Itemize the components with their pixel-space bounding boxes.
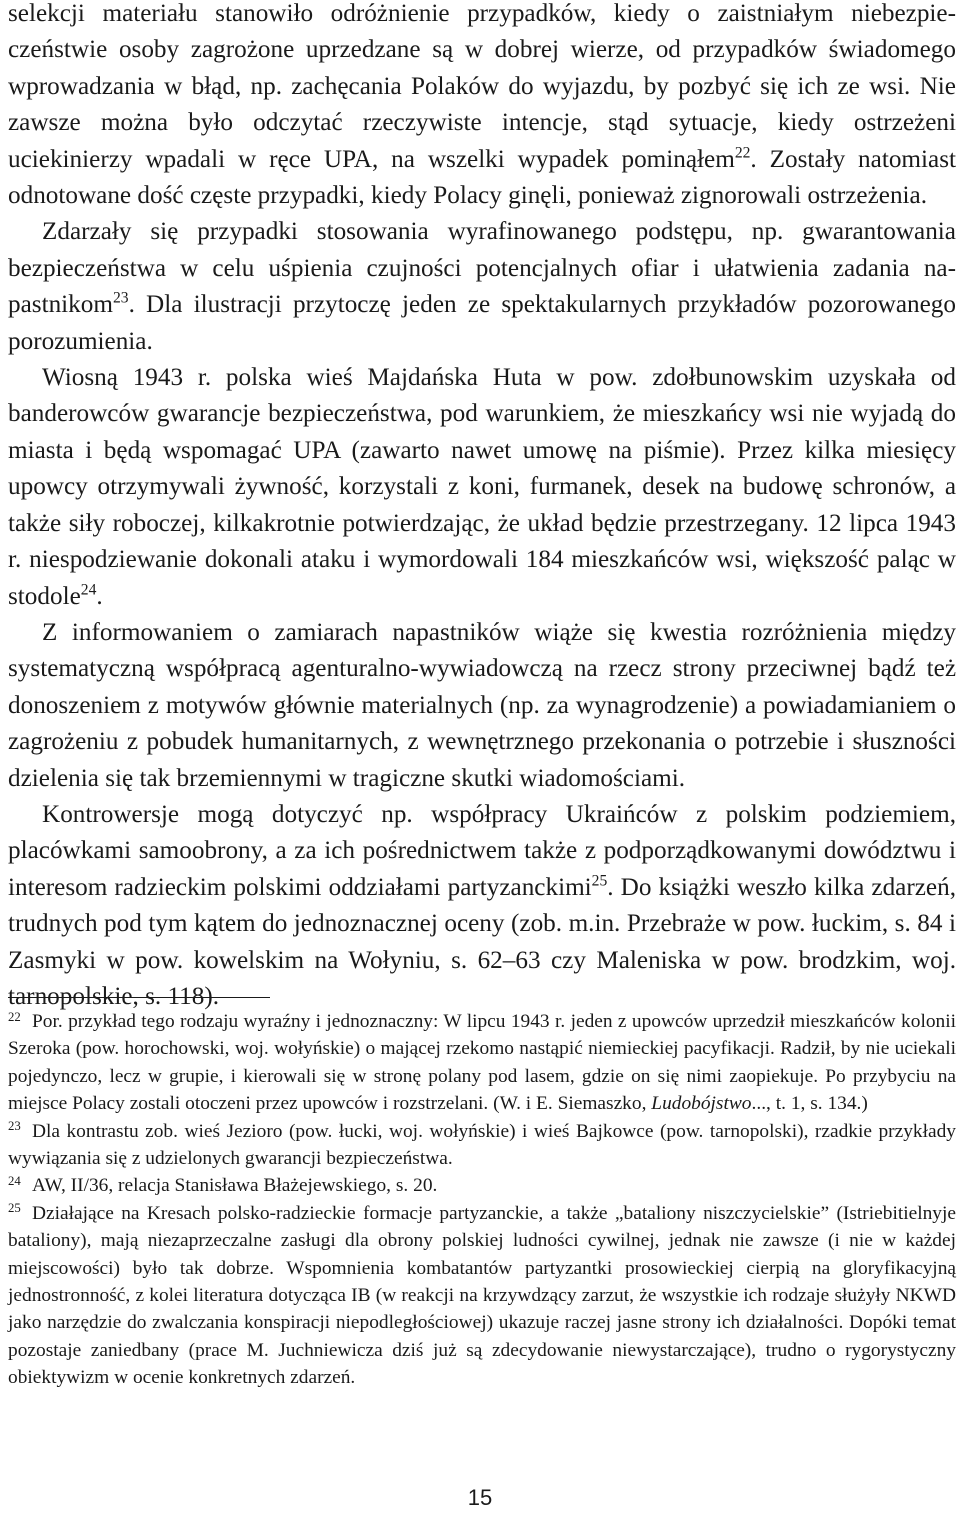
main-text [8, 0, 956, 1015]
paragraph-1-text-b: . Zostały natomiast odnotowane dość częste przypadki, kiedy Polacy ginęli, ponieważ zignorowali ostrzeżenia. [8, 145, 956, 210]
paragraph-4 [8, 615, 956, 797]
footnote-ref-25[interactable]: 25 [591, 872, 608, 890]
paragraph-3-text-a: Wiosną 1943 r. polska wieś Majdańska Huta w pow. zdołbunowskim uzyskała od banderowców gwarancje bezpieczeństwa, pod warunkiem, że mieszkańcy wsi nie wyjadą do miasta i będą wspomagać UPA (zawarto nawet umowę na piśmie). Przez kilka miesięcy upowcy otrzymywali żywność, korzystali z koni, furmanek, desek na budowę schronów, a także siły roboczej, kilkakrotnie potwierdzając, że układ będzie przestrzegany. 12 lipca 1943 r. niespodziewanie dokonali ataku i wymordowali 184 mieszkańców wsi, większość paląc w stodole [8, 364, 956, 610]
footnote-22: 22 Por. przykład tego rodzaju wyraźny i jednoznaczny: W lipcu 1943 r. jeden z upowców uprzedził mieszkańców kolonii Szeroka (pow. horochowski, woj. wołyńskie) o mającej rzekomo nastąpić niemieckiej pacyfikacji. Radził, by nie uciekali pojedynczo, lecz w grupie, i kierowali się w stronę polany pod lasem, gdzie on się nimi zaopiekuje. Po przybyciu na miejsce Polacy zostali otoczeni przez upowców i rozstrzelani. (W. i E. Siemaszko, Ludobójstwo..., t. 1, s. 134.) [8, 1009, 956, 1115]
footnote-24: 24 AW, II/36, relacja Stanisława Błażejewskiego, s. 20. [8, 1174, 438, 1197]
paragraph-5-text-a: Kontrowersje mogą dotyczyć np. współpracy Ukraińców z polskim podziemiem, placówkami samoobrony, a za ich pośrednictwem także z podporządkowanymi dowództwu i interesom radzieckim polskimi oddziałami partyzanckimi [8, 800, 956, 901]
footnote-separator [8, 997, 270, 998]
footnote-ref-22[interactable]: 22 [734, 143, 751, 161]
paragraph-2-text-b: . Dla ilustracji przytoczę jeden ze spektakularnych przykładów pozorowanego porozumienia. [8, 291, 956, 355]
footnote-ref-24[interactable]: 24 [80, 580, 97, 598]
footnote-book-title: Ludobójstwo [651, 1093, 752, 1115]
footnote-text: Por. przykład tego rodzaju wyraźny i jednoznaczny: W lipcu 1943 r. jeden z upowców uprzedził mieszkańców kolonii Szeroka (pow. horochowski, woj. wołyńskie) o mającej rzekomo nastąpić niemieckiej pacyfikacji. Radził, by nie uciekali pojedynczo, lecz w grupie, i kierowali się w stronę polany pod lasem, gdzie on się nimi zaopiekuje. Po przybyciu na miejsce Polacy zostali otoczeni przez upowców i rozstrzelani. (W. i E. Siemaszko, [8, 1011, 956, 1115]
footnote-text: Działające na Kresach polsko-radzieckie formacje partyzanckie, a także „bataliony niszczycielskie” (Istriebitielnyje bataliony), mają niezaprzeczalne zasługi dla obrony polskiej ludności cywilnej, jednak nie zawsze (i nie w każdej miejscowości) było tak dobrze. Wspomnienia kombatantów partyzantki prosowieckiej cierpią na gloryfikacyjną jednostronność, z kolei literatura dotycząca IB (w reakcji na krzywdzący zarzut, że wszystkie ich rodzaje służyły NKWD jako narzędzie do zwalczania konspiracji niepodległościowej) ukazuje raczej jasne strony ich działalności. Dopóki temat pozostaje zaniedbany (prace M. Juchniewicza dziś już są zdecydowanie niewystarczające), trudno o rygorystyczny obiektywizm w ocenie konkretnych zdarzeń. [8, 1202, 956, 1389]
footnote-text: Dla kontrastu zob. wieś Jezioro (pow. łucki, woj. wołyńskie) i wieś Bajkowce (pow. tarnopolski), rzadkie przykłady wywiązania się z udzielonych gwarancji bezpieczeństwa. [8, 1120, 956, 1170]
footnote-text-end: ..., t. 1, s. 134.) [751, 1093, 868, 1115]
paragraph-1 [8, 0, 956, 214]
paragraph-4-text-a: Z informowaniem o zamiarach napastników wiąże się kwestia rozróżnienia między systematyczną współpracą agenturalno-wywiadowczą na rzecz strony przeciwnej bądź też donoszeniem z motywów głównie materialnych (np. za wynagrodzenie) a powiadamianiem o zagrożeniu z pobudek humanitarnych, z wewnętrznego przekonania o potrzebie i słuszności dzielenia się tak brzemiennymi w tragiczne skutki wiadomościami. [8, 618, 956, 792]
footnote-ref-23[interactable]: 23 [112, 289, 129, 307]
paragraph-5-text-b: . Do książki weszło kilka zdarzeń, trudnych pod tym kątem do jednoznacznej oceny (zob. m.in. Przebraże w pow. łuckim, s. 84 i Zasmyki w pow. kowelskim na Wołyniu, s. 62–63 czy Maleniska w pow. brodzkim, woj. tarnopolskie, s. 118). [8, 873, 956, 1010]
footnote-25: 25 Działające na Kresach polsko-radzieckie formacje partyzanckie, a także „bataliony niszczycielskie” (Istriebitielnyje bataliony), mają niezaprzeczalne zasługi dla obrony polskiej ludności cywilnej, jednak nie zawsze (i nie w każdej miejscowości) było tak dobrze. Wspomnienia kombatantów partyzantki prosowieckiej cierpią na gloryfikacyjną jednostronność, z kolei literatura dotycząca IB (w reakcji na krzywdzący zarzut, że wszystkie ich rodzaje służyły NKWD jako narzędzie do zwalczania konspiracji niepodległościowej) ukazuje raczej jasne strony ich działalności. Dopóki temat pozostaje zaniedbany (prace M. Juchniewicza dziś już są zdecydowanie niewystarczające), trudno o rygorystyczny obiektywizm w ocenie konkretnych zdarzeń. [8, 1201, 956, 1389]
footnote-text: AW, II/36, relacja Stanisława Błażejewskiego, s. 20. [32, 1175, 438, 1197]
paragraph-2-text-a: Zdarzały się przypadki stosowania wyrafinowanego podstępu, np. gwarantowania bezpieczeństwa w celu uśpienia czujności potencjalnych ofiar i ułatwienia zadania napastnikom [8, 218, 956, 319]
paragraph-1-text-a: selekcji materiału stanowiło odróżnienie przypadków, kiedy o zaistniałym niebezpieczeństwie osoby zagrożone uprzedzane są w dobrej wierze, od przypadków świadomego wprowadzania w błąd, np. zachęcania Polaków do wyjazdu, by pozbyć się ich ze wsi. Nie zawsze można było odczytać rzeczywiste intencje, stąd sytuacje, kiedy ostrzeżeni uciekinierzy wpadali w ręce UPA, na wszelki wypadek pominąłem [8, 0, 956, 173]
page-number: 15 [467, 1485, 493, 1510]
footnotes [8, 1008, 956, 1392]
paragraph-3-text-b: . [96, 582, 103, 610]
footnote-23: 23 Dla kontrastu zob. wieś Jezioro (pow. łucki, woj. wołyńskie) i wieś Bajkowce (pow. tarnopolski), rzadkie przykłady wywiązania się z udzielonych gwarancji bezpieczeństwa. [8, 1119, 956, 1170]
paragraph-5 [8, 797, 956, 1015]
paragraph-3 [8, 360, 956, 615]
paragraph-2 [8, 214, 956, 360]
